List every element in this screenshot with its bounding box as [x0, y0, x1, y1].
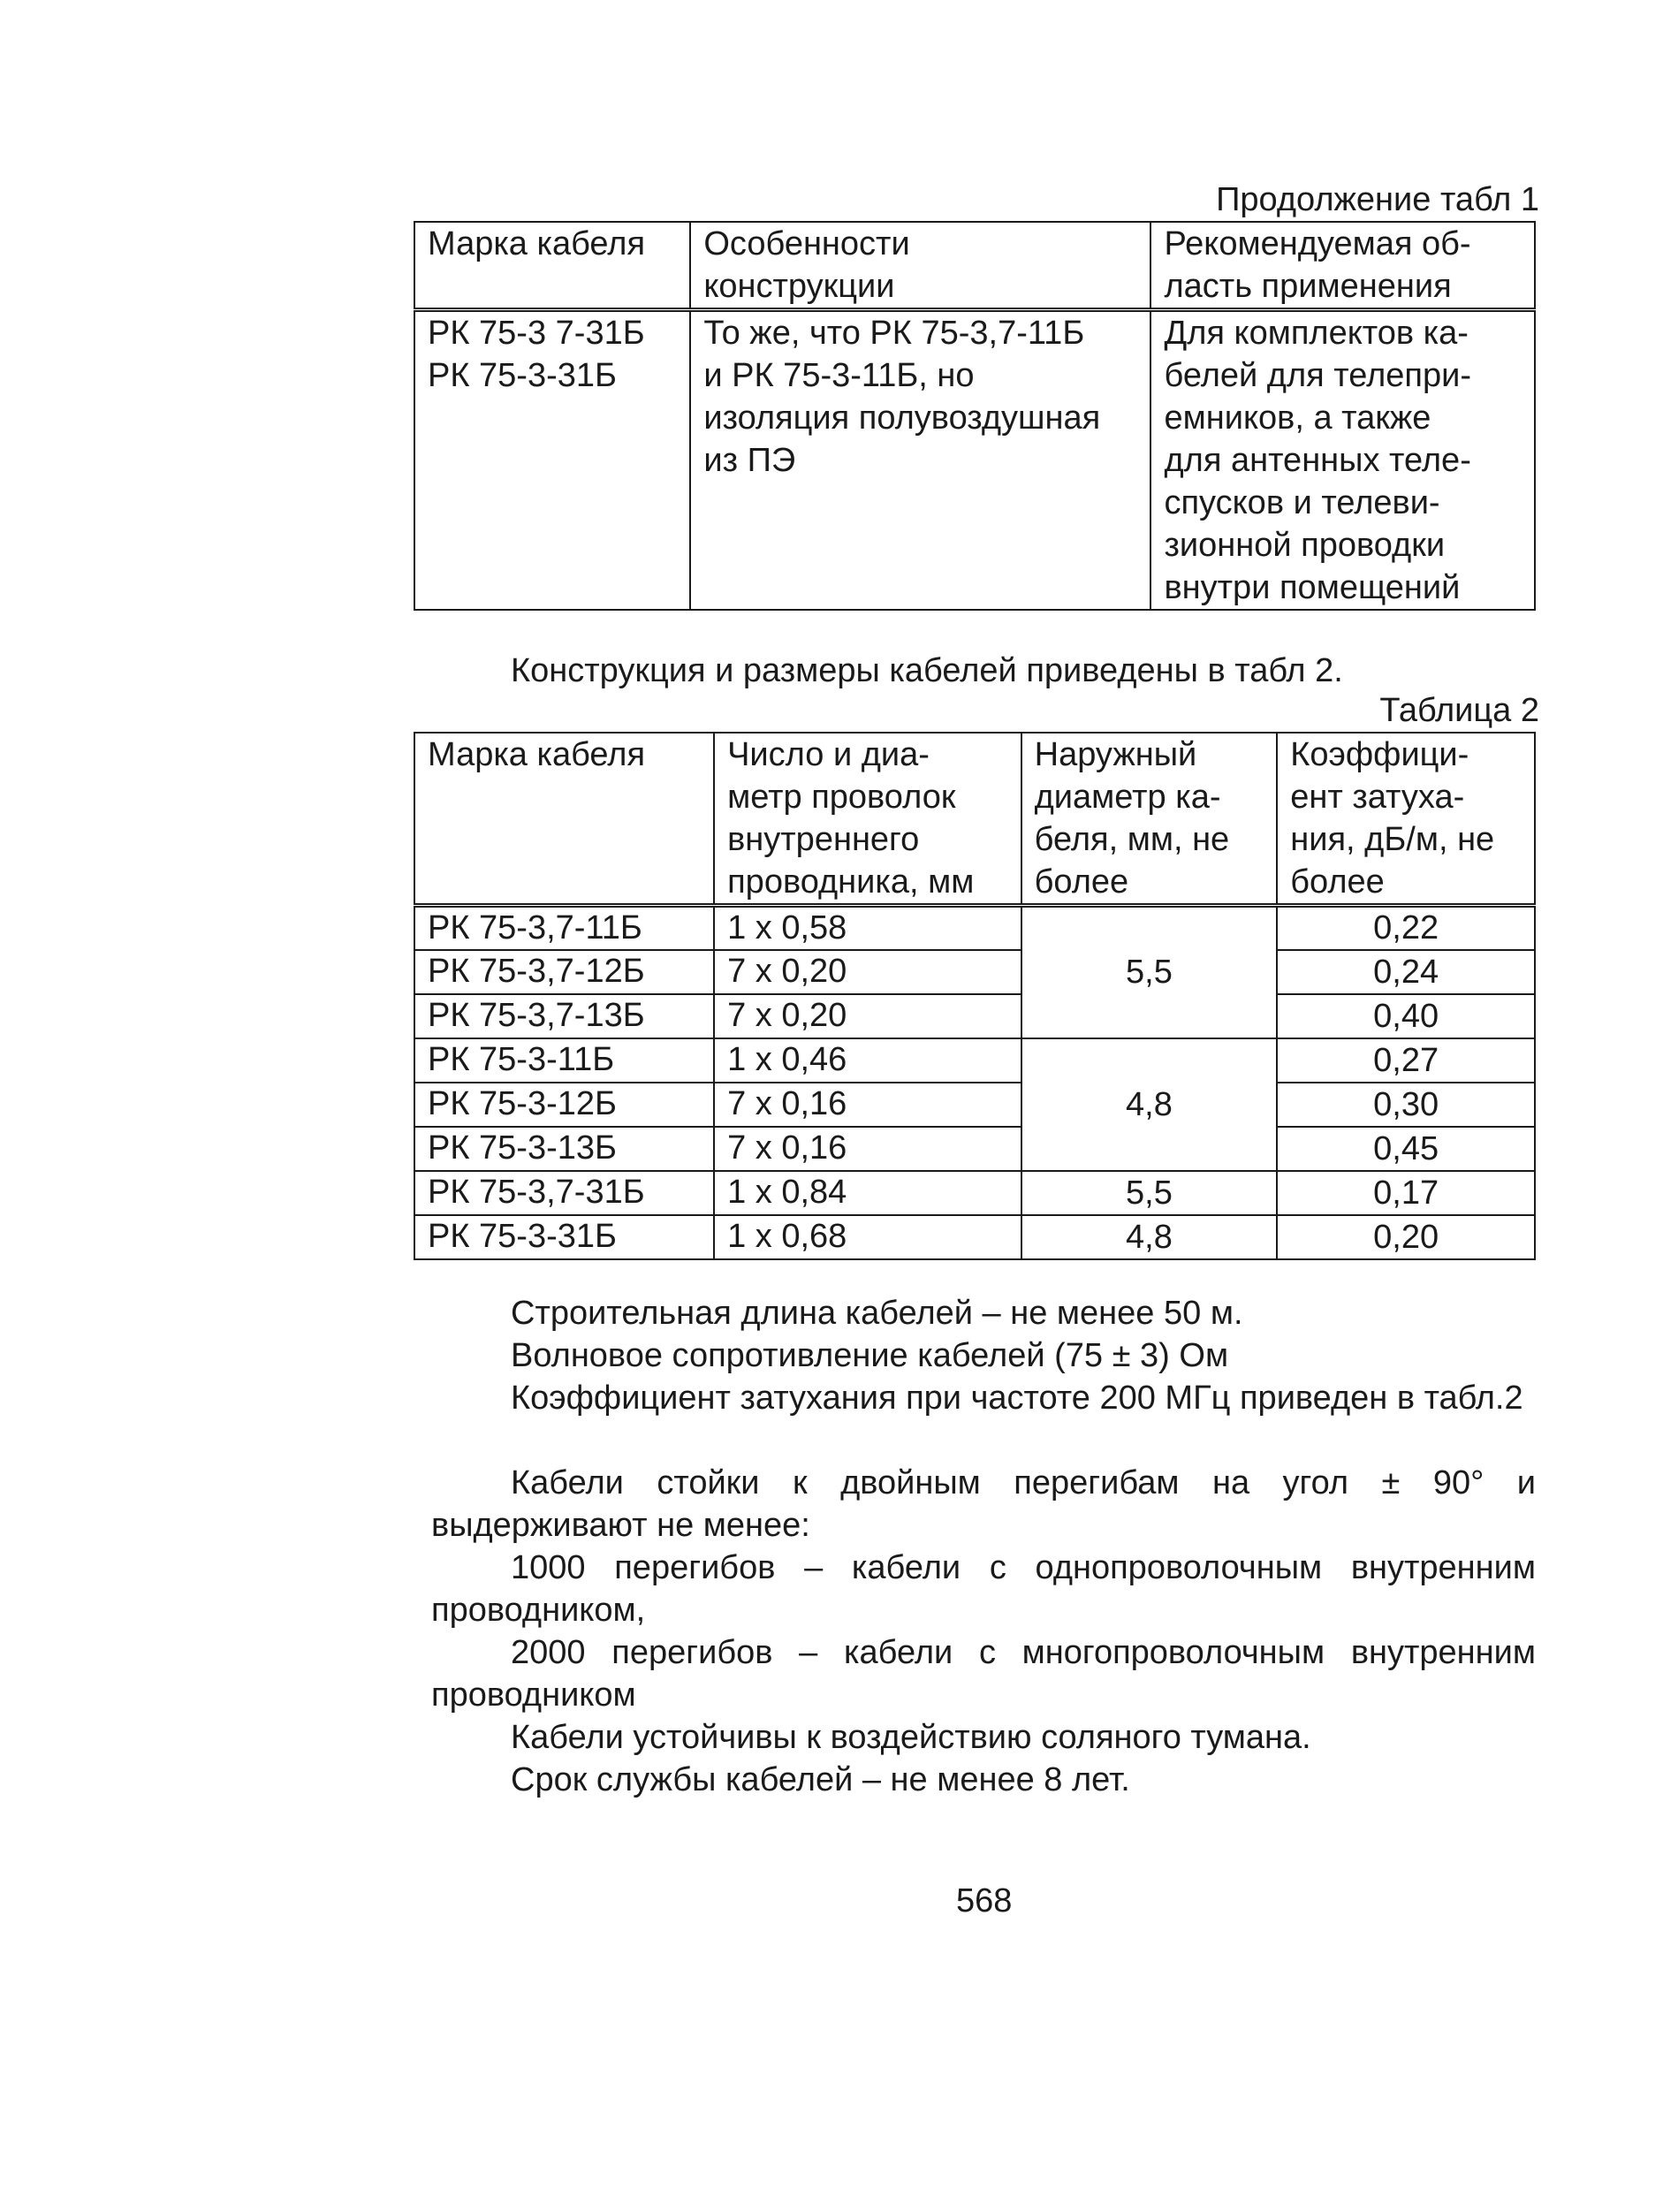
table2-cell-wires: 1 х 0,58	[714, 906, 1021, 950]
table2-cell-wires: 1 х 0,68	[714, 1215, 1021, 1259]
table2-cell-wires: 1 х 0,84	[714, 1171, 1021, 1215]
table1-cell-application: Для комплектов ка- белей для телепри- емников, а также для антенных теле- спусков и телеви- зионной проводки внутри помещений	[1150, 310, 1535, 611]
table2-cell-attenuation: 0,27	[1277, 1038, 1535, 1083]
table2-cell-diameter: 5,5	[1021, 1171, 1278, 1215]
table2-cell-brand: РК 75-3,7-13Б	[414, 994, 714, 1038]
paragraph-impedance: Волновое сопротивление кабелей (75 ± 3) Ом	[511, 1337, 1229, 1374]
table1-cell-features: То же, что РК 75-3,7-11Б и РК 75-3-11Б, но изоляция полувоздушная из ПЭ	[690, 310, 1150, 611]
table2-cell-attenuation: 0,30	[1277, 1083, 1535, 1127]
table2-cell-diameter: 5,5	[1021, 906, 1278, 1038]
table1-caption: Продолжение табл 1	[1216, 181, 1539, 218]
paragraph-attenuation: Коэффициент затухания при частоте 200 МГц приведен в табл.2	[511, 1380, 1523, 1417]
paragraph-service-life: Срок службы кабелей – не менее 8 лет.	[511, 1761, 1130, 1798]
paragraph-construction-length: Строительная длина кабелей – не менее 50 м.	[511, 1295, 1243, 1332]
table1-header-brand: Марка кабеля	[414, 222, 690, 310]
table2-cell-brand: РК 75-3-12Б	[414, 1083, 714, 1127]
table2-cell-brand: РК 75-3,7-11Б	[414, 906, 714, 950]
table2-cell-wires: 7 х 0,20	[714, 950, 1021, 994]
table2-cell-attenuation: 0,45	[1277, 1127, 1535, 1171]
table2	[414, 732, 1536, 1260]
table1-row	[414, 310, 1535, 611]
table2-cell-brand: РК 75-3-31Б	[414, 1215, 714, 1259]
table2-cell-wires: 7 х 0,16	[714, 1083, 1021, 1127]
table2-header-brand: Марка кабеля	[414, 733, 714, 906]
table-row	[414, 1083, 1535, 1127]
table-row	[414, 1127, 1535, 1171]
table2-cell-brand: РК 75-3-13Б	[414, 1127, 714, 1171]
table2-cell-attenuation: 0,20	[1277, 1215, 1535, 1259]
paragraph-multi-wire: 2000 перегибов – кабели с многопроволочным внутренним проводником	[431, 1634, 1536, 1714]
table1-header-application: Рекомендуемая об- ласть применения	[1150, 222, 1535, 310]
page-number: 568	[956, 1882, 1013, 1919]
table-row	[414, 950, 1535, 994]
table2-cell-attenuation: 0,40	[1277, 994, 1535, 1038]
table2-cell-brand: РК 75-3,7-31Б	[414, 1171, 714, 1215]
table-row	[414, 1038, 1535, 1083]
intro-text: Конструкция и размеры кабелей приведены в табл 2.	[511, 652, 1343, 689]
table1-cell-brands: РК 75-3 7-31Б РК 75-3-31Б	[414, 310, 690, 611]
table2-cell-brand: РК 75-3-11Б	[414, 1038, 714, 1083]
table-row	[414, 994, 1535, 1038]
table2-cell-diameter: 4,8	[1021, 1215, 1278, 1259]
table-row	[414, 906, 1535, 950]
table2-cell-wires: 7 х 0,20	[714, 994, 1021, 1038]
paragraph-salt-fog: Кабели устойчивы к воздействию соляного тумана.	[511, 1719, 1311, 1756]
table2-header-wires: Число и диа- метр проволок внутреннего проводника, мм	[714, 733, 1021, 906]
table2-header-diameter: Наружный диаметр ка- беля, мм, не более	[1021, 733, 1278, 906]
table2-cell-attenuation: 0,24	[1277, 950, 1535, 994]
table2-header-row	[414, 733, 1535, 906]
table2-cell-attenuation: 0,17	[1277, 1171, 1535, 1215]
table2-caption: Таблица 2	[1379, 692, 1539, 729]
table-row	[414, 1215, 1535, 1259]
table2-cell-diameter: 4,8	[1021, 1038, 1278, 1171]
paragraph-single-wire: 1000 перегибов – кабели с однопроволочным внутренним проводником,	[431, 1549, 1536, 1629]
table2-cell-brand: РК 75-3,7-12Б	[414, 950, 714, 994]
table2-cell-wires: 1 х 0,46	[714, 1038, 1021, 1083]
table2-cell-attenuation: 0,22	[1277, 906, 1535, 950]
table2-cell-wires: 7 х 0,16	[714, 1127, 1021, 1171]
paragraph-bending: Кабели стойки к двойным перегибам на угол ± 90° и выдерживают не менее:	[431, 1464, 1536, 1544]
table1-header-row	[414, 222, 1535, 310]
table1-header-features: Особенности конструкции	[690, 222, 1150, 310]
table-row	[414, 1171, 1535, 1215]
table2-header-attenuation: Коэффици- ент затуха- ния, дБ/м, не более	[1277, 733, 1535, 906]
table1	[414, 221, 1536, 611]
